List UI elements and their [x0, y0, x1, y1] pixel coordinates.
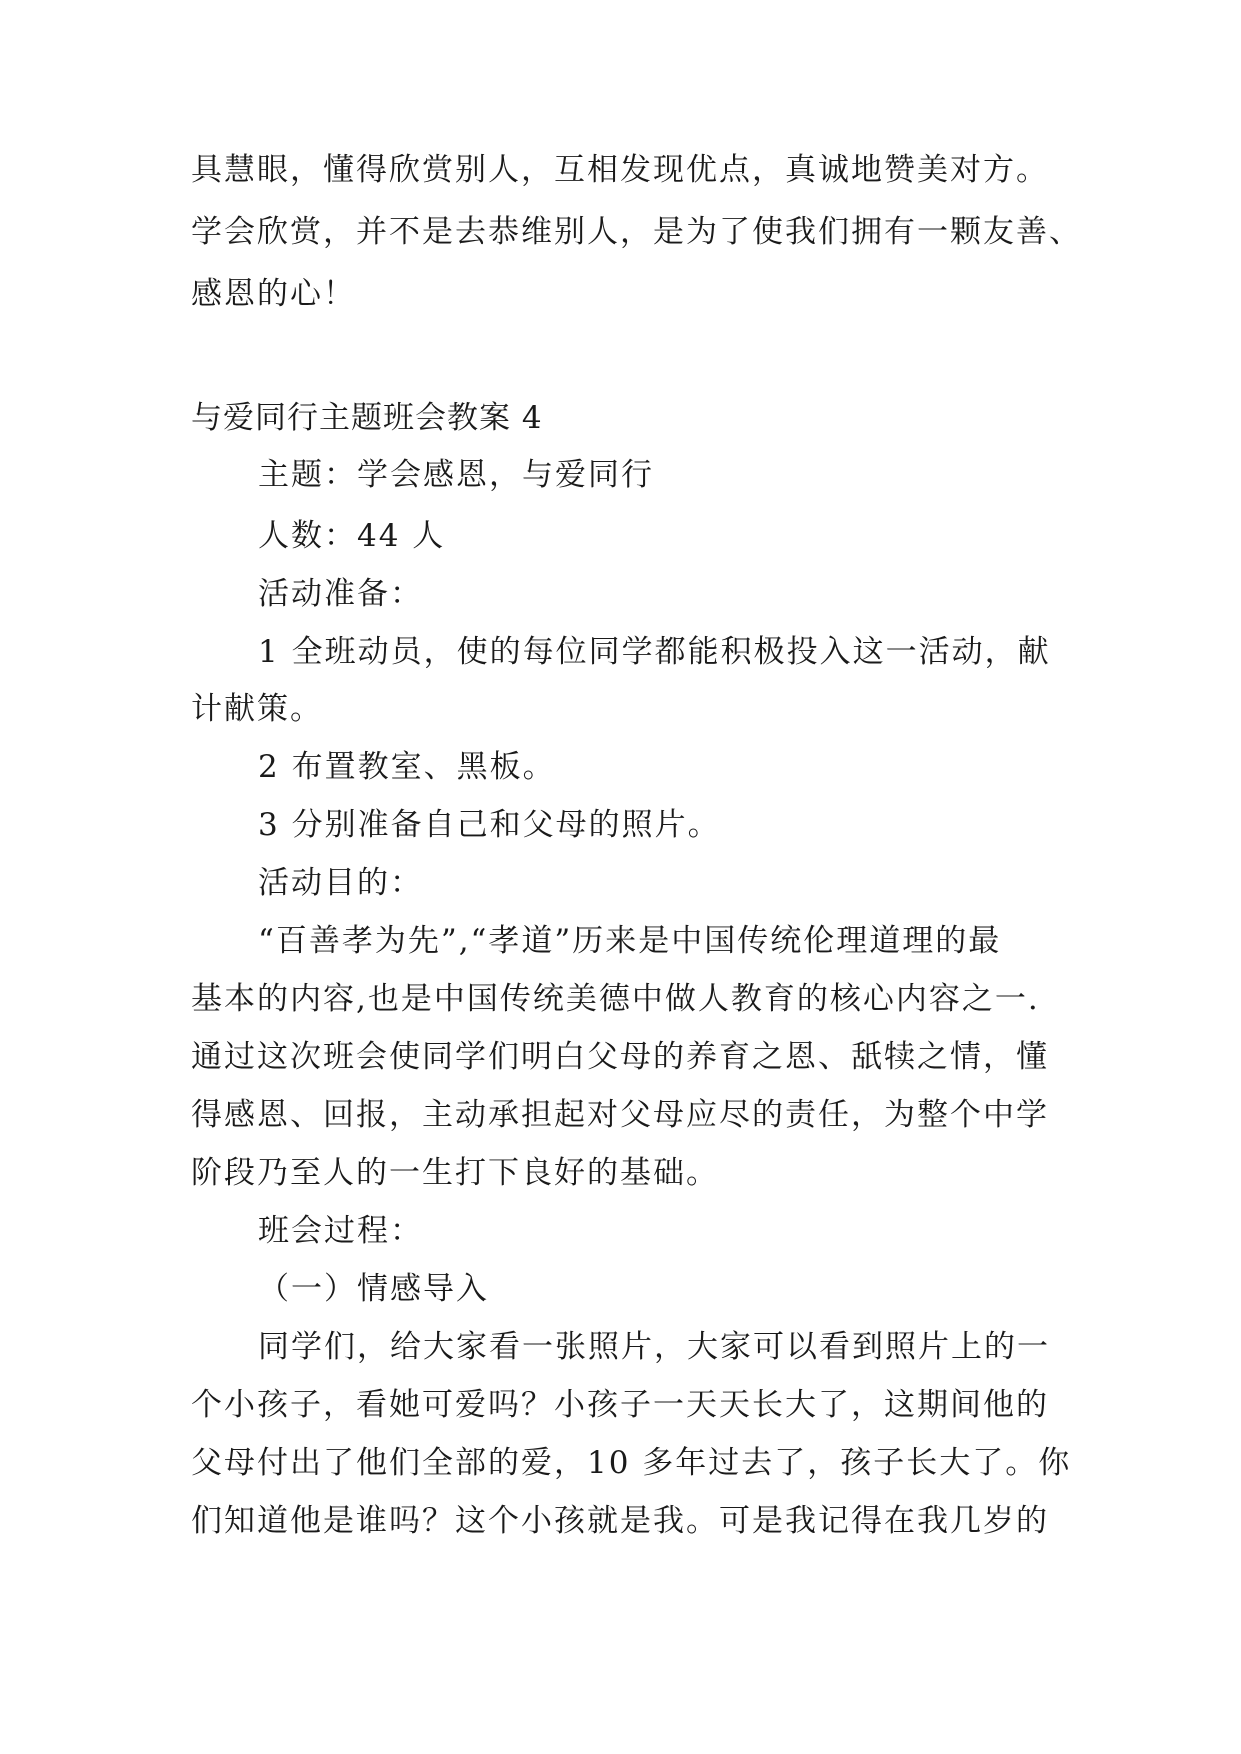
intro-line-1: 具慧眼，懂得欣赏别人，互相发现优点，真诚地赞美对方。: [191, 152, 1049, 188]
process-text-line-2: 个小孩子，看她可爱吗？小孩子一天天长大了，这期间他的: [191, 1387, 1049, 1423]
purpose-line-1: “百善孝为先”,“孝道”历来是中国传统伦理道理的最: [258, 923, 1002, 959]
process-step-1: （一）情感导入: [258, 1271, 489, 1307]
process-heading: 班会过程：: [258, 1213, 423, 1249]
process-text-line-3: 父母付出了他们全部的爱，10 多年过去了，孩子长大了。你: [191, 1445, 1072, 1481]
section-title: 与爱同行主题班会教案 4: [191, 400, 543, 436]
intro-line-3: 感恩的心！: [191, 276, 356, 312]
preparation-item-1: 1 全班动员，使的每位同学都能积极投入这一活动，献: [258, 634, 1051, 670]
intro-line-2: 学会欣赏，并不是去恭维别人，是为了使我们拥有一颗友善、: [191, 214, 1082, 250]
purpose-line-5: 阶段乃至人的一生打下良好的基础。: [191, 1155, 719, 1191]
purpose-line-3: 通过这次班会使同学们明白父母的养育之恩、舐犊之情，懂: [191, 1039, 1049, 1075]
topic-line: 主题：学会感恩，与爱同行: [258, 457, 654, 493]
headcount-line: 人数：44 人: [258, 518, 446, 554]
purpose-line-4: 得感恩、回报，主动承担起对父母应尽的责任，为整个中学: [191, 1097, 1049, 1133]
process-text-line-1: 同学们，给大家看一张照片，大家可以看到照片上的一: [258, 1329, 1050, 1365]
process-text-line-4: 们知道他是谁吗？这个小孩就是我。可是我记得在我几岁的: [191, 1503, 1049, 1539]
purpose-line-2: 基本的内容,也是中国传统美德中做人教育的核心内容之一.: [191, 981, 1040, 1017]
preparation-heading: 活动准备：: [258, 576, 423, 612]
preparation-item-1-cont: 计献策。: [191, 691, 323, 727]
purpose-heading: 活动目的：: [258, 865, 423, 901]
preparation-item-3: 3 分别准备自己和父母的照片。: [258, 807, 721, 843]
preparation-item-2: 2 布置教室、黑板。: [258, 749, 556, 785]
